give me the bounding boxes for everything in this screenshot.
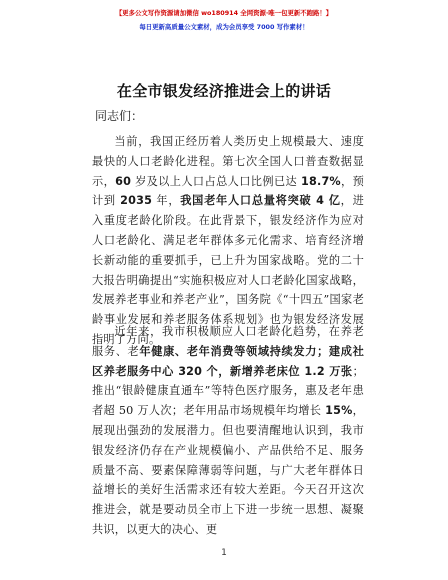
p1-text-2: 岁及以上人口占总人口比例已达 — [131, 174, 302, 188]
p1-bold-4: 我国老年人口总量将突破 4 亿 — [180, 194, 341, 208]
p1-text-4: 年， — [152, 194, 181, 208]
p2-bold-1: 年健康、老年消费等领域持续发力；建成社区养老服务中心 320 个，新增养老床位 1.2 万张 — [92, 344, 364, 378]
paragraph-2 — [92, 322, 364, 540]
promo-banner — [0, 6, 448, 34]
p1-text-1: 当前，我国正经历着人类历史上规模最大、速度最快的人口老龄化进程。第七次全国人口普查数据显示， — [92, 135, 364, 188]
salutation: 同志们： — [95, 109, 144, 123]
banner-line-2: 每日更新高质量公文素材，成为会员享受 7000 写作素材！ — [139, 23, 309, 31]
p2-bold-2: 15% — [325, 404, 353, 418]
p2-text-3: ，展现出强劲的发展潜力。但也要清醒地认识到，我市银发经济仍存在产业规模偏小、产品供给不足、服务质量不高、要素保障薄弱等问题，与广大老年群体日益增长的美好生活需求还有较大差距。今天召开这次推进会，就是要动员全市上下进一步统一思想、凝聚共识，以更大的决心、更 — [92, 404, 364, 536]
p1-text-3: ，预计到 — [92, 174, 364, 208]
banner-line-1: 【更多公文写作资源请加微信 wo180914 全网资源·唯一包更新不跑路！】 — [115, 9, 333, 17]
page-number: 1 — [221, 548, 227, 558]
p2-text-2: ；推出“银龄健康直通车”等特色医疗服务，惠及老年患者超 50 万人次；老年用品市场规模年均增长 — [92, 364, 364, 418]
p1-text-5: ，进入重度老龄化阶段。在此背景下，银发经济作为应对人口老龄化、满足老年群体多元化需求、培育经济增长新动能的重要抓手，已上升为国家战略。党的二十大报告明确提出“实施积极应对人口老龄化国家战略，发展养老事业和养老产业”，国务院《“十四五”国家老龄事业发展和养老服务体系规划》也为银发经济发展指明了方向。 — [92, 194, 364, 346]
p1-bold-3: 2035 — [120, 194, 153, 208]
paragraph-1 — [92, 132, 364, 350]
p2-text-1: 近年来，我市积极顺应人口老龄化趋势，在养老服务、老 — [92, 325, 364, 358]
p1-bold-2: 18.7% — [301, 174, 341, 188]
p1-bold-1: 60 — [115, 174, 132, 188]
document-title: 在全市银发经济推进会上的讲话 — [116, 82, 332, 100]
